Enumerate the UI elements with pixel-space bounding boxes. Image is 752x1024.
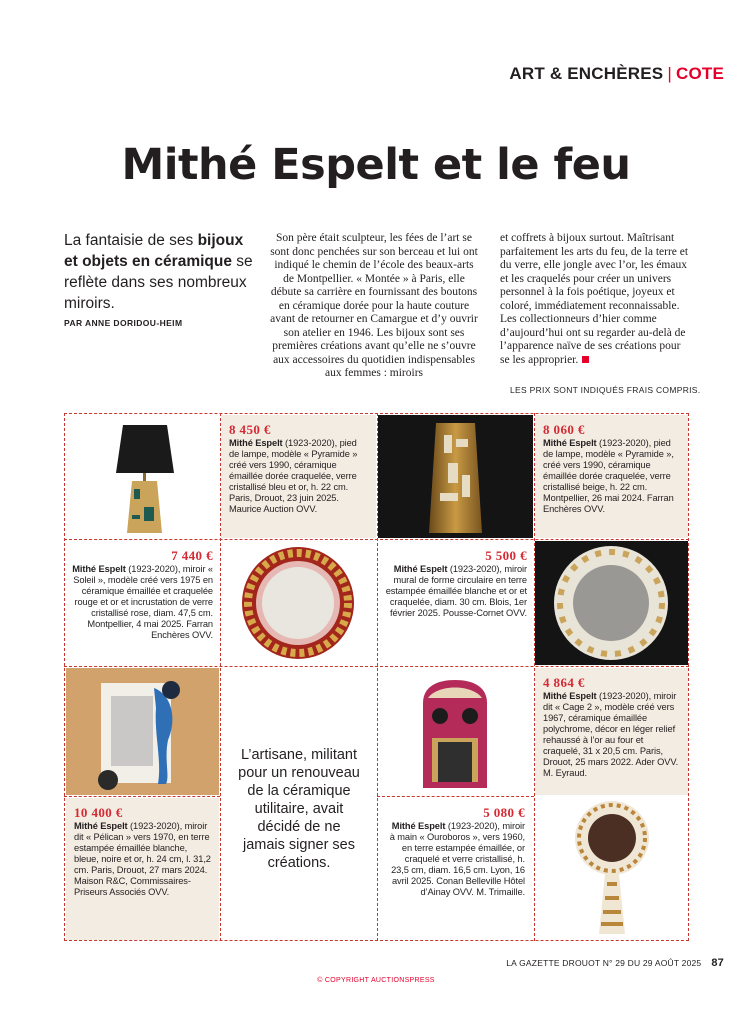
lot-description: Mithé Espelt (1923-2020), pied de lampe, modèle « Pyramide », créé vers 1990, céramique émaillée dorée craquelée, verre cristallisé beige, h. 22 cm. Montpellier, 26 mai 2024. Farran Enchères OVV. <box>543 438 674 514</box>
lot-description: Mithé Espelt (1923-2020), miroir à main « Ouroboros », vers 1960, en terre estampée émaillée, or craquelé et verre cristallisé, h. 23,5 cm, diam. 16,5 cm. Lyon, 16 avril 2025. Conan Belleville Hôtel d’Ainay OVV. M. Trimaille. <box>389 821 525 897</box>
lot-price: 5 500 € <box>485 548 527 563</box>
section-rubric <box>509 64 724 84</box>
lot-image-soleil-mirror <box>221 541 376 665</box>
issue-label: LA GAZETTE DROUOT N° 29 DU 29 AOÛT 2025 <box>506 958 702 968</box>
body-column-2 <box>500 232 690 367</box>
pull-quote: L’artisane, militant pour un renouveau de la céramique utilitaire, avait décidé de ne jamais signer ses créations. <box>238 747 360 871</box>
rubric-subsection: COTE <box>675 64 724 83</box>
article-lede <box>64 230 254 314</box>
lot-image-lamp-2 <box>378 415 533 538</box>
grid-divider <box>377 796 534 797</box>
copyright: © COPYRIGHT AUCTIONSPRESS <box>317 977 435 984</box>
lot-caption-3 <box>66 541 219 665</box>
lot-price: 8 060 € <box>543 422 585 437</box>
lot-image-pelican-mirror <box>66 668 219 795</box>
prices-note: LES PRIX SONT INDIQUÉS FRAIS COMPRIS. <box>510 385 701 395</box>
lot-caption-7 <box>378 798 533 940</box>
lot-description: Mithé Espelt (1923-2020), miroir mural de forme circulaire en terre estampée émaillée blanche et or et craquelée, diam. 30 cm. Blois, 1er février 2025. Pousse-Cornet OVV. <box>385 564 527 618</box>
grid-divider <box>64 539 689 540</box>
lot-caption-5 <box>535 668 688 795</box>
lot-caption-6 <box>66 798 219 940</box>
issue-footer <box>506 957 724 969</box>
lot-price: 8 450 € <box>229 422 271 437</box>
lot-description: Mithé Espelt (1923-2020), pied de lampe, modèle « Pyramide » créé vers 1990, céramique émaillée dorée craquelée, verre cristallisé bleu et or, h. 22 cm. Paris, Drouot, 23 juin 2025. Maurice Auction OVV. <box>229 438 358 514</box>
lot-description: Mithé Espelt (1923-2020), miroir dit « Pélican » vers 1970, en terre estampée émaillée blanche, bleue, noire et or, h. 24 cm, l. 31,2 cm. Paris, Drouot, 27 mars 2024. Maison R&C, Commissaires-Priseurs Associés OVV. <box>74 821 211 897</box>
lot-price: 7 440 € <box>171 548 213 563</box>
page-number: 87 <box>711 957 724 969</box>
lot-image-cage-mirror <box>378 668 533 795</box>
lot-caption-2 <box>535 415 688 538</box>
lot-price: 4 864 € <box>543 675 585 690</box>
body-column-2-text: et coffrets à bijoux surtout. Maîtrisant parfaitement les arts du feu, de la terre et du verre, elle jongle avec l’or, les émaux et les craquelés pour créer un univers personnel à la fois poétique, joyeux et coloré, immédiatement reconnaissable. Les collectionneurs d’hier comme d’aujourd’hui ont su regarder au-delà de l’apparence naïve de ses créations pour se les approprier. <box>500 232 689 366</box>
lot-price: 10 400 € <box>74 805 123 820</box>
end-mark <box>582 356 589 363</box>
lede-bold: bijoux et objets en céramique <box>64 232 244 270</box>
lot-description: Mithé Espelt (1923-2020), miroir « Soleil », modèle créé vers 1975 en céramique émaillée et craquelée rouge et or et incrustation de verre cristallisé rose, diam. 47,5 cm. Montpellier, 4 mai 2025. Farran Enchères OVV. <box>72 564 213 640</box>
lot-image-hand-mirror <box>535 798 688 940</box>
lot-image-round-mirror <box>535 541 688 665</box>
body-column-1: Son père était sculpteur, les fées de l’art se sont donc penchées sur son berceau et lui ont indiqué le chemin de l’école des beaux-arts de Montpellier. « Montée » à Paris, elle débute sa carrière en fournissant des boutons en céramique dorée pour la haute couture avant de retourner en Camargue et d’y ouvrir son atelier en 1946. Les bijoux sont ses premières créations avant qu’elle ne s’ouvre aux accessoires du quotidien indispensables aux femmes : miroirs <box>270 232 478 379</box>
lede-text-2: se reflète dans ses nombreux miroirs. <box>64 253 253 312</box>
lot-image-lamp-1 <box>66 415 219 538</box>
lot-caption-4 <box>378 541 533 665</box>
article-title: Mithé Espelt et le feu <box>121 140 631 190</box>
lot-caption-1 <box>221 415 376 538</box>
lot-price: 5 080 € <box>483 805 525 820</box>
lede-text-1: La fantaisie de ses <box>64 232 198 249</box>
grid-divider <box>64 796 220 797</box>
byline: PAR ANNE DORIDOU-HEIM <box>64 318 183 328</box>
rubric-separator: | <box>667 64 672 83</box>
quote-cell <box>221 668 376 940</box>
grid-divider <box>64 666 689 667</box>
rubric-section: ART & ENCHÈRES <box>509 64 664 83</box>
lot-description: Mithé Espelt (1923-2020), miroir dit « Cage 2 », modèle créé vers 1967, céramique émaillée polychrome, décor en léger relief rehaussé à l’or au four et craquelé, 31 x 20,5 cm. Paris, Drouot, 25 mars 2022. Ader OVV. M. Eyraud. <box>543 691 679 778</box>
